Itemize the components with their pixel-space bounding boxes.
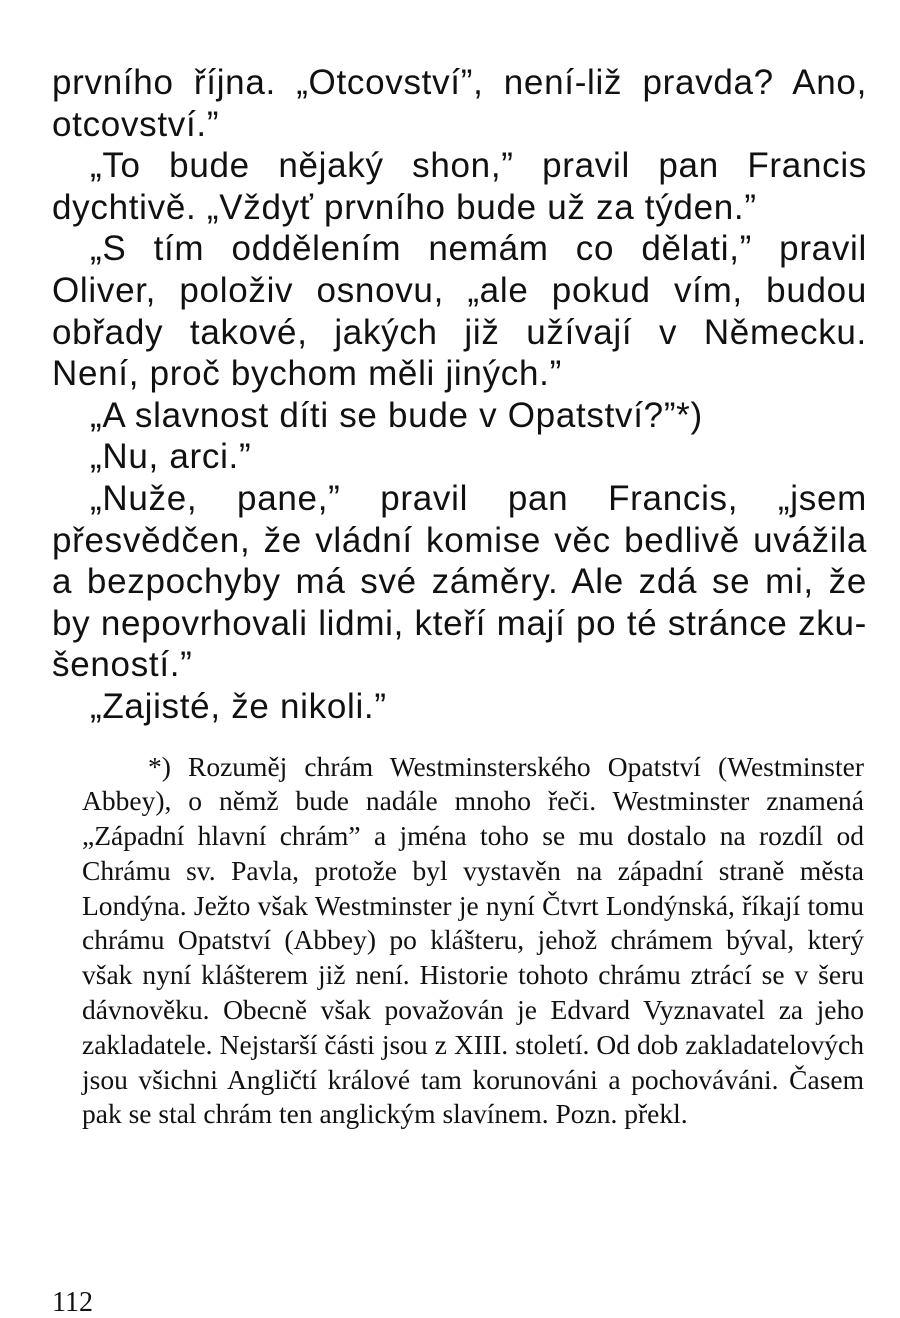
footnote — [82, 750, 864, 1133]
paragraph-7: „Zajisté, že nikoli.” — [90, 686, 387, 726]
paragraph-1: prvního října. „Otcovství”, není-liž pravda? Ano, otcovství.” — [52, 63, 867, 144]
paragraph-3: „S tím oddělením nemám co dělati,” pravil Oliver, položiv osnovu, „ale pokud vím, budou obřady takové, jakých již užívají v Německu. Není, proč bychom měli jiných.” — [52, 229, 867, 394]
document-page — [52, 62, 867, 1132]
paragraph-2: „To bude nějaký shon,” pravil pan Francis dychtivě. „Vždyť prvního bude už za týden.” — [52, 146, 867, 227]
paragraph-4: „A slavnost díti se bude v Opatství?”*) — [90, 395, 703, 435]
paragraph-6: „Nuže, pane,” pravil pan Francis, „jsem přesvědčen, že vládní komise věc bedlivě uvážila a bezpochyby má své záměry. Ale zdá se mi, že by nepovrhovali lidmi, kteří mají po té stránce zku-šeností.” — [52, 478, 867, 685]
footnote-text: *) Rozuměj chrám Westminsterského Opatství (Westminster Abbey), o němž bude nadále mnoho řeči. Westminster znamená „Západní hlavní chrám” a jména toho se mu dostalo na rozdíl od Chrámu sv. Pavla, protože byl vystavěn na západní straně města Londýna. Ježto však Westminster je nyní Čtvrt Londýnská, říkají tomu chrámu Opatství (Abbey) po klášteru, jehož chrámem býval, který však nyní klášterem již není. Historie tohoto chrámu ztrácí se v šeru dávnověku. Obecně však považován je Edvard Vyznavatel za jeho zakladatele. Nejstarší části jsou z XIII. století. Od dob zakladatelových jsou všichni Angličtí králové tam korunováni a pochováváni. Časem pak se stal chrám ten anglickým slavínem. Pozn. překl. — [82, 750, 864, 1130]
page-number: 112 — [52, 1287, 93, 1318]
main-text — [52, 62, 867, 728]
paragraph-5: „Nu, arci.” — [90, 437, 252, 477]
